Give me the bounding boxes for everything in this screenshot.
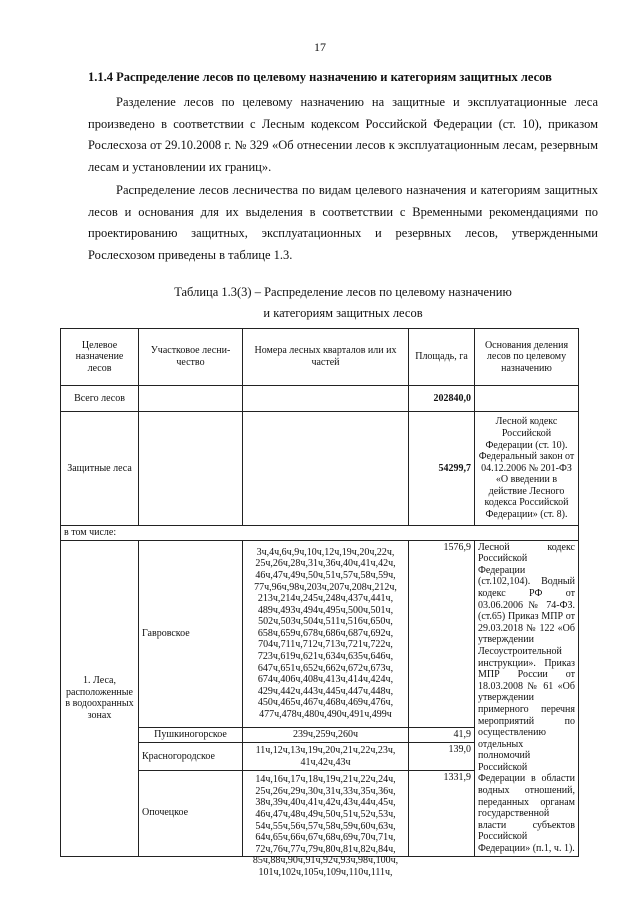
protective-area: 54299,7 [409,412,475,526]
header-purpose: Целевое назначение лесов [61,329,139,386]
area-cell: 139,0 [409,743,475,771]
area-cell: 1576,9 [409,540,475,727]
total-area: 202840,0 [409,386,475,412]
table-header-row [61,329,579,386]
paragraph-2 [88,180,598,266]
including-label: в том числе: [61,526,579,541]
paragraph-2-text: Распределение лесов лесничества по видам целевого назначения и категориям защитных лесов и основания для их выделения в соответствии с Временными рекомендациями по проектированию защитных, эксплуатационных и резервных лесов, утвержденными Рослесхозом приведены в таблице 1.3. [88,183,598,262]
protective-basis: Лесной кодекс Российской Федерации (ст. 10). Федеральный закон от 04.12.2006 № 201-ФЗ «О введении в действие Лесного кодекса Российской Федерации» (ст. 8). [475,412,579,526]
quarters-cell: 11ч,12ч,13ч,19ч,20ч,21ч,22ч,23ч, 41ч,42ч,43ч [243,743,409,771]
page-number: 17 [314,40,326,54]
quarters-cell: 14ч,16ч,17ч,18ч,19ч,21ч,22ч,24ч, 25ч,26ч,29ч,30ч,31ч,33ч,35ч,36ч, 38ч,39ч,40ч,41ч,42ч,43ч,44ч,45ч, 46ч,47ч,48ч,49ч,50ч,51ч,52ч,53ч, 54ч,55ч,56ч,57ч,58ч,59ч,60ч,63ч, 64ч,65ч,66ч,67ч,68ч,69ч,70ч,71ч, 72ч,76ч,77ч,79ч,80ч,81ч,82ч,84ч, 85ч,88ч,90ч,91ч,92ч,93ч,98ч,100ч, 101ч,102ч,105ч,109ч,110ч,111ч, [252,774,399,879]
header-basis: Основания деления лесов по целевому назначению [475,329,579,386]
forest-distribution-table [60,328,579,879]
table-caption-line-2: и категориям защитных лесов [263,306,423,320]
header-area: Площадь, га [409,329,475,386]
protective-label: Защитные леса [61,412,139,526]
category-1-label: 1. Леса, расположенные в водоохранных зонах [61,540,139,856]
table-row-protective [61,412,579,526]
district-cell: Опочецкое [139,770,243,856]
table-row-including [61,526,579,541]
table-row-total [61,386,579,412]
district-cell: Пушкиногорское [139,727,243,742]
category-1-basis: Лесной кодекс Российской Федерации (ст.102,104). Водный кодекс РФ от 03.06.2006 № 74-ФЗ. (ст.65) Приказ МПР от 29.03.2018 № 122 «Об утверждении Лесоустроительной инструкции». Приказ МПР России от 18.03.2008 № 61 «Об утверждении примерного перечня мероприятий по осуществлению отдельных полномочий Российской Федерации в области водных отношений, переданных органам государственной власти субъектов Российской Федерации» (п.1, ч. 1). [475,540,579,856]
total-label: Всего лесов [61,386,139,412]
paragraph-1 [88,92,598,178]
paragraph-1-text: Разделение лесов по целевому назначению на защитные и эксплуатационные леса произведено в соответствии с Лесным кодексом Российской Федерации (ст. 10), приказом Рослесхоза от 29.10.2008 г. № 329 «Об отнесении лесов к эксплуатационным лесам, резервным лесам и установлении их границ». [88,95,598,174]
quarters-cell: 239ч,259ч,260ч [243,727,409,742]
district-cell: Гавровское [139,540,243,727]
table-caption-line-1: Таблица 1.3(3) – Распределение лесов по целевому назначению [174,285,512,299]
area-cell: 1331,9 [409,770,475,856]
section-heading: 1.1.4 Распределение лесов по целевому назначению и категориям защитных лесов [88,70,552,84]
area-cell: 41,9 [409,727,475,742]
header-district: Участковое лесни-чество [139,329,243,386]
district-cell: Красногородское [139,743,243,771]
header-quarters: Номера лесных кварталов или их частей [243,329,409,386]
table-row [61,540,579,727]
quarters-cell: 3ч,4ч,6ч,9ч,10ч,12ч,19ч,20ч,22ч, 25ч,26ч,28ч,31ч,36ч,40ч,41ч,42ч, 46ч,47ч,49ч,50ч,51ч,57ч,58ч,59ч, 77ч,96ч,98ч,203ч,207ч,208ч,212ч, 213ч,214ч,245ч,248ч,437ч,441ч, 489ч,493ч,494ч,495ч,500ч,501ч, 502ч,503ч,504ч,511ч,516ч,650ч, 658ч,659ч,678ч,686ч,687ч,692ч, 704ч,711ч,712ч,713ч,721ч,722ч, 723ч,619ч,621ч,634ч,635ч,646ч, 647ч,651ч,652ч,662ч,672ч,673ч, 674ч,406ч,408ч,413ч,414ч,424ч, 429ч,442ч,443ч,445ч,447ч,448ч, 450ч,465ч,467ч,468ч,469ч,476ч, 477ч,478ч,480ч,490ч,491ч,499ч [243,540,409,727]
